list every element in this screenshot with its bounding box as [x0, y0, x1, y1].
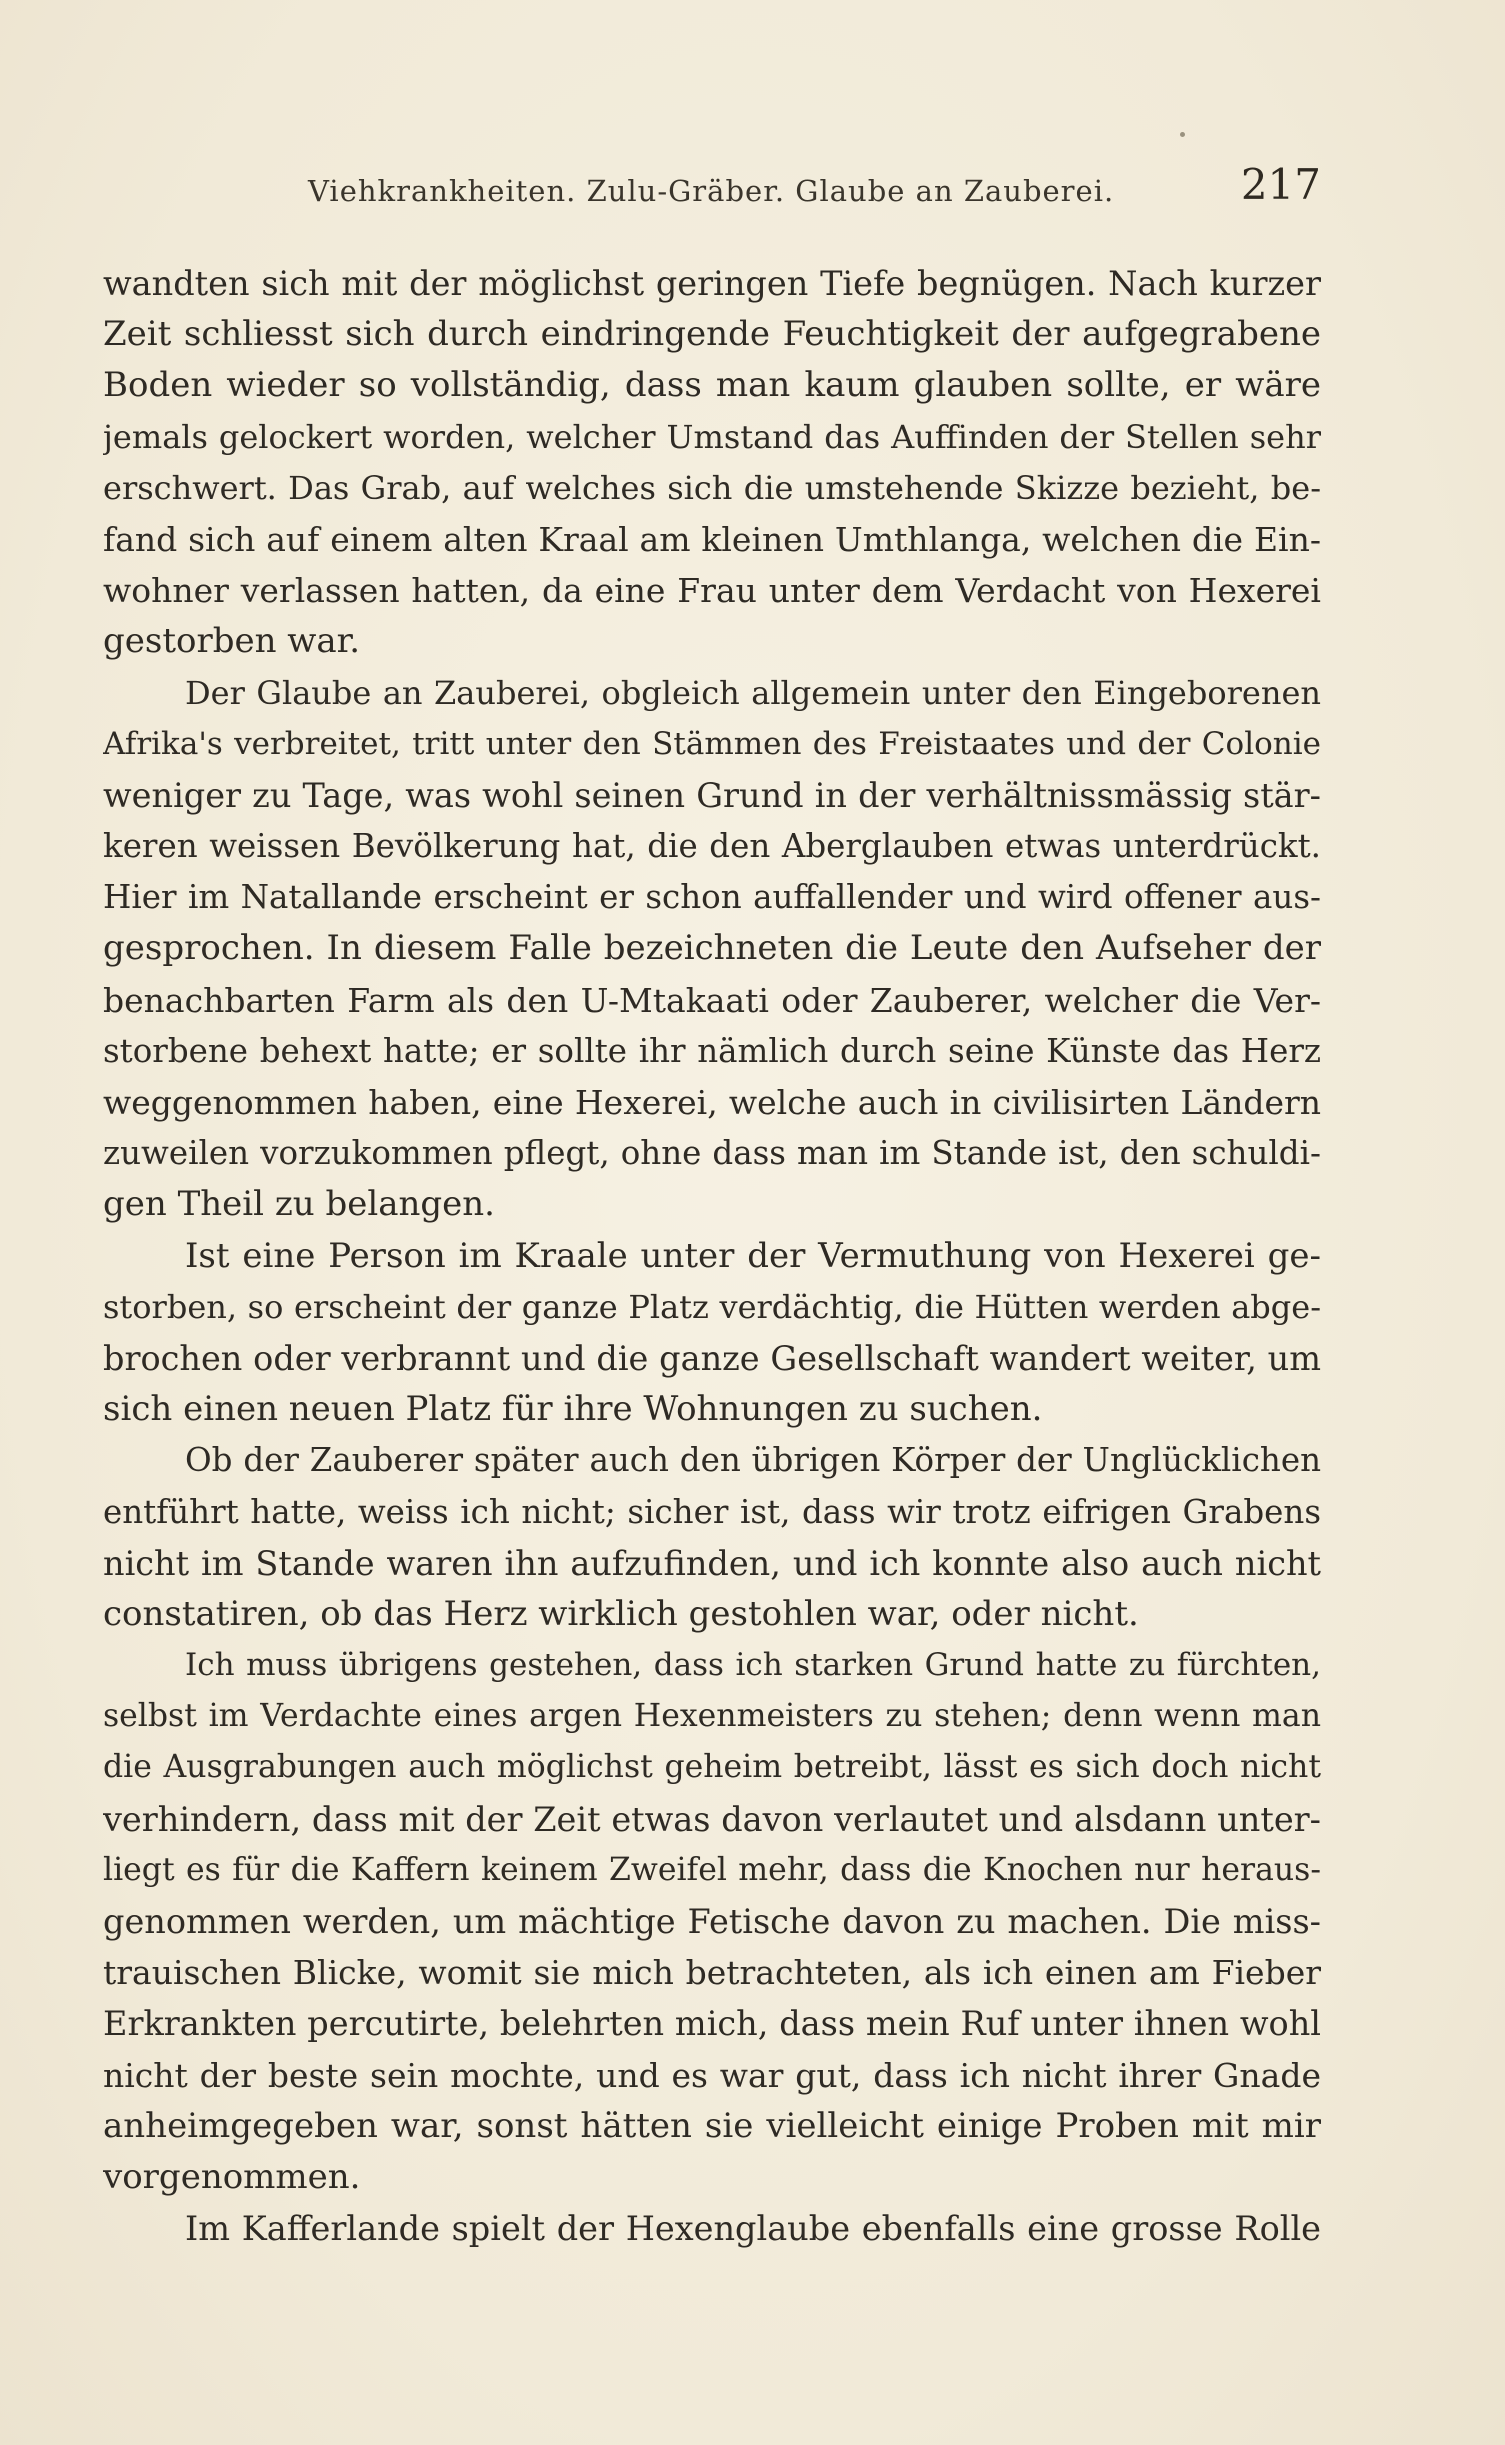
text-line: selbst im Verdachte eines argen Hexenmeisters zu stehen; denn wenn man: [103, 1698, 1321, 1735]
text-line: storben, so erscheint der ganze Platz verdächtig, die Hütten werden abge-: [103, 1287, 1321, 1326]
text-line: Hier im Natallande erscheint er schon auffallender und wird offener aus-: [103, 878, 1321, 917]
text-line: vorgenommen.: [103, 2156, 361, 2197]
body-text: [103, 258, 1321, 2254]
text-line: Der Glaube an Zauberei, obgleich allgemein unter den Eingeborenen: [185, 673, 1321, 712]
text-line: die Ausgrabungen auch möglichst geheim betreibt, lässt es sich doch nicht: [103, 1749, 1321, 1786]
text-line: Erkrankten percutirte, belehrten mich, dass mein Ruf unter ihnen wohl: [103, 2004, 1321, 2044]
text-line: nicht im Stande waren ihn aufzufinden, und ich konnte also auch nicht: [103, 1543, 1321, 1583]
text-line: Ist eine Person im Kraale unter der Vermuthung von Hexerei ge-: [185, 1235, 1321, 1276]
text-line: weniger zu Tage, was wohl seinen Grund in der verhältnissmässig stär-: [103, 775, 1321, 815]
text-line: sich einen neuen Platz für ihre Wohnungen zu suchen.: [103, 1389, 1043, 1430]
text-line: wandten sich mit der möglichst geringen Tiefe begnügen. Nach kurzer: [103, 264, 1321, 303]
paper-speck: [1180, 132, 1185, 137]
text-line: weggenommen haben, eine Hexerei, welche auch in civilisirten Ländern: [103, 1083, 1321, 1122]
text-line: zuweilen vorzukommen pflegt, ohne dass man im Stande ist, den schuldi-: [103, 1134, 1321, 1173]
text-line: fand sich auf einem alten Kraal am kleinen Umthlanga, welchen die Ein-: [103, 519, 1321, 559]
text-line: genommen werden, um mächtige Fetische davon zu machen. Die miss-: [103, 1902, 1321, 1941]
text-line: nicht der beste sein mochte, und es war gut, dass ich nicht ihrer Gnade: [103, 2055, 1321, 2095]
page-number: 217: [1240, 160, 1321, 209]
text-line: storbene behext hatte; er sollte ihr nämlich durch seine Künste das Herz: [103, 1031, 1321, 1070]
text-line: erschwert. Das Grab, auf welches sich die umstehende Skizze bezieht, be-: [103, 468, 1321, 507]
text-line: keren weissen Bevölkerung hat, die den Aberglauben etwas unterdrückt.: [103, 827, 1321, 866]
text-line: trauischen Blicke, womit sie mich betrachteten, als ich einen am Fieber: [103, 1953, 1321, 1993]
text-line: liegt es für die Kaffern keinem Zweifel mehr, dass die Knochen nur heraus-: [103, 1851, 1321, 1888]
text-line: Ich muss übrigens gestehen, dass ich starken Grund hatte zu fürchten,: [185, 1647, 1321, 1684]
text-line: Afrika's verbreitet, tritt unter den Stämmen des Freistaates und der Colonie: [103, 725, 1321, 762]
text-line: gestorben war.: [103, 621, 361, 662]
text-line: entführt hatte, weiss ich nicht; sicher ist, dass wir trotz eifrigen Grabens: [103, 1492, 1321, 1531]
text-line: Zeit schliesst sich durch eindringende Feuchtigkeit der aufgegrabene: [103, 314, 1321, 355]
text-line: constatiren, ob das Herz wirklich gestohlen war, oder nicht.: [103, 1593, 1139, 1634]
running-title: Viehkrankheiten. Zulu-Gräber. Glaube an Zauberei.: [308, 174, 1115, 208]
running-header: [103, 160, 1321, 216]
text-line: wohner verlassen hatten, da eine Frau unter dem Verdacht von Hexerei: [103, 571, 1321, 611]
text-line: gen Theil zu belangen.: [103, 1184, 495, 1225]
text-line: Ob der Zauberer später auch den übrigen Körper der Unglücklichen: [185, 1441, 1321, 1480]
text-line: Im Kafferlande spielt der Hexenglaube ebenfalls eine grosse Rolle: [185, 2209, 1321, 2249]
text-line: verhindern, dass mit der Zeit etwas davon verlautet und alsdann unter-: [103, 1799, 1321, 1839]
text-line: Boden wieder so vollständig, dass man kaum glauben sollte, er wäre: [103, 365, 1321, 406]
text-line: anheimgegeben war, sonst hätten sie vielleicht einige Proben mit mir: [103, 2105, 1321, 2146]
text-line: jemals gelockert worden, welcher Umstand das Auffinden der Stellen sehr: [103, 417, 1321, 456]
text-line: benachbarten Farm als den U-Mtakaati oder Zauberer, welcher die Ver-: [103, 980, 1321, 1020]
text-line: brochen oder verbrannt und die ganze Gesellschaft wandert weiter, um: [103, 1338, 1321, 1378]
text-line: gesprochen. In diesem Falle bezeichneten die Leute den Aufseher der: [103, 928, 1321, 969]
